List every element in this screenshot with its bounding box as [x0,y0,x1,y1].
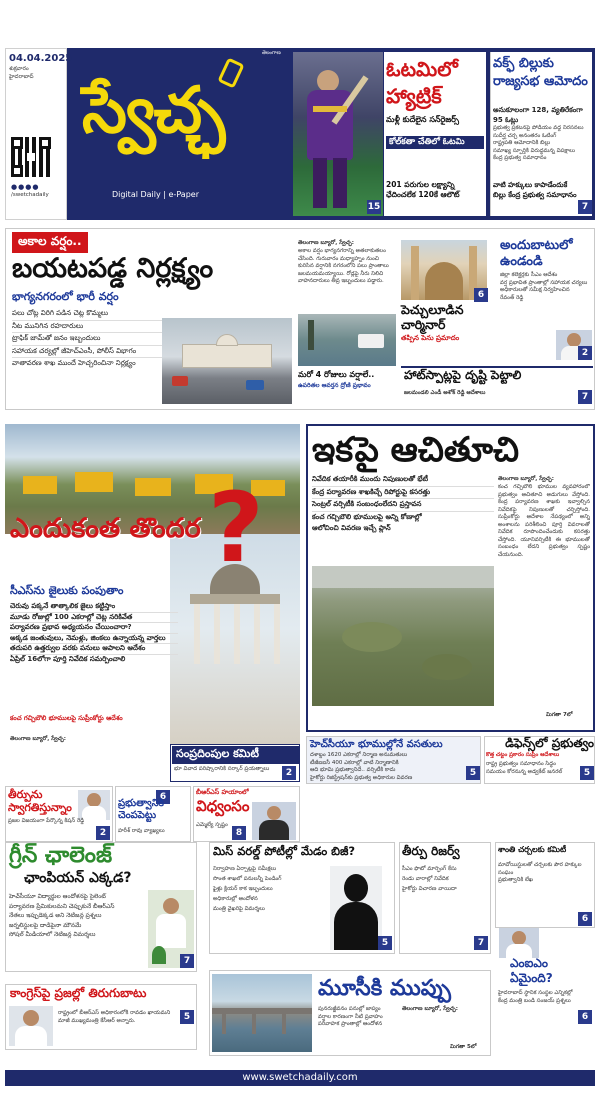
revanth-line: జిల్లా కలెక్టర్లకు సీఎం ఆదేశం [500,272,558,278]
shanti-page-number[interactable]: 6 [578,912,592,926]
shanti-line: ప్రభుత్వానికి లేఖ [498,877,534,883]
green-body [9,892,147,940]
green-line: జర్నలిస్టులపై దాడిపైనా మౌనమే [9,921,82,929]
twitter-icon[interactable]: ● [18,183,26,191]
revanth-line: వర్ష ప్రభావిత ప్రాంతాల్లో సహాయక చర్యలు [500,279,588,286]
dam-photo [212,974,312,1052]
miss-line: మంత్రి వైఖరిపై విమర్శలు [213,906,265,912]
achitoochi-body: కంచ గచ్చిబౌలి భూముల వ్యవహారంలో ప్రభుత్వం ఆచితూచి అడుగులు వేస్తోంది. కేంద్ర పర్యావరణ శాఖకు ఇవ్వాల్సిన నివేదికపై నిపుణులతో చర్చిస్తోంది. సుప్రీంకోర్టు ఆదేశాల నేపథ్యంలో అన్ని అంశాలను పరిశీలించి పూర్తి వివరాలతో నివేదిక రూపొందించేందుకు కసరత్తు చేస్తోంది. యూనివర్సిటీకి ఈ భూములతో సంబంధం లేదని ప్రభుత్వం స్పష్టం చేయనుంది. [498,484,590,558]
achitoochi-line: నివేదిక తయారీకి ముందు నిపుణులతో భేటీ [312,474,494,487]
rain-sub: భాగ్యనగరంలో భారీ వర్షం [12,290,119,303]
logo: స్వేచ్ఛ [82,74,224,148]
waqf-line: సుదీర్ఘ చర్చ అనంతరం ఓటింగ్ [493,132,557,139]
sports-sub2: కోల్‌కతా చేతిలో ఓటమి [386,136,484,149]
waqf-body [493,106,590,163]
mim-line: హైదరాబాద్ స్థానిక సంస్థల ఎన్నికల్లో [498,990,573,996]
vidhvamsam-page-number[interactable]: 8 [232,826,246,840]
revanth-line: రేవంత్ రెడ్డి [500,294,524,301]
green-line: నేతలు ఇప్పుడెక్కడ అని నెటిజన్ల ప్రశ్నలు [9,912,102,919]
question-mark-icon: ? [208,472,264,584]
committee-page-number[interactable]: 2 [282,766,296,780]
kancha-red-line: కంచ గచ్చిబౌలి భూములపై సుప్రీంకోర్టు ఆదేశం [10,714,123,722]
hcu-page-number[interactable]: 5 [466,766,480,780]
hcu-line: దశాబ్దం 1620 ఎకరాల్లో నిర్మాణ అనుమతులు [310,752,408,758]
musi-line: పరీవాహక ప్రాంతాల్లో ఆందోళన [318,1021,383,1027]
kancha-line: అక్కడ జంతువులు, నెమళ్లు, జింకలు ఉన్నాయన్న వార్తలు [10,634,178,645]
charminar-page-number[interactable]: 6 [474,288,488,302]
issue-date: 04.04.2025 [9,53,73,64]
assembly-photo [162,318,292,404]
sports-headline[interactable]: ఓటమిలో హ్యాట్రిక్ [386,57,458,108]
green-headline2[interactable]: ఛాంపియన్ ఎక్కడ? [24,870,132,886]
aerial-photo [312,566,494,706]
musi-byline: తెలంగాణ బ్యూరో, స్వేచ్ఛ: [402,1006,458,1012]
hcu-line: హైకోర్టు రిజిస్ట్రేషన్‌కు ప్రభుత్వ అధికారుల వివరణ [310,774,413,781]
sports-sub3: 201 పరుగుల లక్ష్యాన్ని ఛేదించలేక 120కే ఆలౌట్ [386,180,460,199]
revanth-page-number[interactable]: 2 [578,346,592,360]
achitoochi-byline: తెలంగాణ బ్యూరో, స్వేచ్ఛ: [498,476,554,482]
flooded-road-photo [298,314,396,366]
hcu-headline[interactable]: హెచ్‌సీయూ భూముల్లోనే వసతులు [310,739,443,750]
mim-body [498,990,580,1005]
green-line: పర్యావరణ ప్రేమికులమని చెప్పుకునే బీఆర్ఎస్ [9,902,115,910]
achitoochi-sign: మిగతా 7లో [546,712,573,718]
hcu-line: టీజీఐఐసీ 400 ఎకరాల్లో వాటి నిర్మాణానికి [310,759,399,766]
kancha-body [10,602,178,664]
rain-headline[interactable]: బయటపడ్డ నిర్లక్ష్యం [12,253,214,284]
kancha-line: తదుపరి ఉత్తర్వుల వరకు పనులు ఆపాలని ఆదేశం [10,644,178,655]
green-page-number[interactable]: 7 [180,954,194,968]
kancha-line: చెరువు పక్కనే తాత్కాలిక జైలు కట్టిస్తాం [10,602,178,613]
issue-day: శుక్రవారం [9,66,29,72]
prabhutvam-headline[interactable]: ప్రభుత్వానికి చెంపపెట్టు [118,798,164,821]
silhouette-photo [330,866,382,950]
green-line: హెచ్‌సీయూ విద్యార్థుల ఆందోళనపై సైలెంట్ [9,893,106,900]
facebook-icon[interactable]: ● [11,183,19,191]
defence-line: రాష్ట్ర ప్రభుత్వం సమాధానం సిద్ధం [486,761,556,767]
rain-kicker: అకాల వర్షం.. [12,232,88,253]
vidhvamsam-sub: ఎమ్మెల్యే స్పష్టం [196,822,228,828]
reserve-line: రెండు వారాల్లో నివేదిక [402,876,449,882]
charminar-sub: తప్పిన పెను ప్రమాదం [401,334,460,342]
qr-code[interactable] [11,137,51,177]
defence-headline[interactable]: డిఫెన్స్‌లో ప్రభుత్వం [505,736,594,750]
miss-body [213,864,325,914]
rain-caption: మరో 4 రోజులు వర్షాలే.. [298,370,375,379]
miss-line: నిర్వాహణ ఏర్పాట్లపై సమీక్షలు [213,866,277,872]
waqf-page-number[interactable]: 7 [578,200,592,214]
kancha-line: మూడు రోజుల్లో 100 ఎకరాల్లో చెట్ల నరికివేత [10,613,178,624]
miss-line: ఫైళ్లు క్లియర్ కాక ఇబ్బందులు [213,886,273,892]
musi-sign: మిగతా 5లో [450,1044,477,1050]
musi-headline[interactable]: మూసీకి ముప్పు [318,976,451,1001]
prabhutvam-page-number[interactable]: 6 [156,790,170,804]
defence-body [486,761,578,776]
rain-bullet: పలు చోట్ల విరిగి పడిన చెట్ల కొమ్మలు [12,308,162,321]
prabhutvam-sub: హరీశ్ రావు వ్యాఖ్యలు [118,828,165,834]
kancha-headline[interactable]: ఎందుకంత తొందర [10,513,201,544]
reserve-line: హైకోర్టు విచారణ వాయిదా [402,886,457,892]
kcr-photo [9,1006,53,1046]
congress-body: రాష్ట్రంలో బీఆర్ఎస్ అధికారంలోకి రావడం ఖాయమని మాజీ ముఖ్యమంత్రి కేసీఆర్ అన్నారు. [58,1010,171,1024]
footer-url[interactable]: www.swetchadaily.com [242,1072,358,1083]
reserve-page-number[interactable]: 7 [474,936,488,950]
miss-line: సొంత శాఖలో పనులన్నీ పెండింగ్ [213,876,282,882]
mim-line: కేంద్ర మంత్రి బండి సంజయ్ ప్రశ్నలు [498,997,571,1004]
charminar-headline[interactable]: పెచ్చులూడిన చార్మినార్ [401,302,464,332]
hotspot-headline[interactable]: హాట్‌స్పాట్లపై దృష్టి పెట్టాలి [404,368,522,382]
rain-byline: తెలంగాణ బ్యూరో, స్వేచ్ఛ: [298,240,354,246]
achitoochi-headline[interactable]: ఇకపై ఆచితూచి [312,430,520,470]
shanti-body [498,862,590,885]
rain-bullets [12,308,162,370]
vidhvamsam-kicker: బీఆర్ఎస్ హయాంలో [196,788,249,796]
committee-headline[interactable]: సంప్రదింపుల కమిటీ [172,746,300,764]
mim-headline[interactable]: ఎంఐఎం ఏమైంది? [510,956,553,985]
instagram-icon[interactable]: ● [25,183,33,191]
rain-bullet: వాతావరణ శాఖ ముందే హెచ్చరించినా నిర్లక్ష్యం [12,359,136,367]
social-icons [11,183,66,191]
revanth-line: అధికారులతో సమీక్ష నిర్వహించిన [500,287,570,293]
congress-headline[interactable]: కాంగ్రెస్‌పై ప్రజల్లో తిరుగుబాటు [10,986,147,1000]
waqf-line: ప్రభుత్వ ప్రకటనపై పోడియం వద్ద నిరసనలు [493,125,584,131]
hcu-line: ఆది భూమి ప్రభుత్వానిదే.. వర్సిటీకి కాదు [310,767,396,773]
reserve-body [402,864,486,894]
achitoochi-line: ఆలోచించి వివరణ ఇచ్చే ప్లాన్ [312,524,391,532]
kishan-reddy-photo [78,790,110,820]
masthead-left [5,48,73,220]
sports-sub1: మళ్లీ కుదేలైన సన్‌రైజర్స్ [386,115,459,124]
rain-bullet: నీట మునిగిన రహదారులు [12,321,162,334]
teerpu-sub: ప్రజల విజయంగా పేర్కొన్న కిషన్ రెడ్డి [8,818,85,824]
musi-line: వర్షాల కారణంగా నీటి ప్రవాహం [318,1013,383,1020]
issue-city: హైదరాబాద్ [9,73,34,80]
youtube-icon[interactable]: ● [32,183,40,191]
sports-page-number[interactable]: 15 [367,202,381,212]
shanti-line: మావోయిస్టులతో చర్చలకు పౌర హక్కుల సంఘం [498,862,582,876]
revanth-body [500,272,590,302]
achitoochi-line: కంచ గచ్చిబౌలి భూములపై అన్ని కోణాల్లో [312,512,422,521]
mla-photo [252,802,296,840]
miss-line: అధికారుల్లో ఆందోళన [213,896,258,902]
shanti-headline[interactable]: శాంతి చర్చలకు కమిటీ [498,845,567,854]
waqf-headline[interactable]: వక్ఫ్ బిల్లుకు రాజ్యసభ ఆమోదం [493,56,588,89]
waqf-bold-line: వాటి హక్కులు కాపాడేందుకే బిల్లు కేంద్ర ప్రభుత్వ సమాధానం [493,181,577,199]
miss-headline[interactable]: మిస్ వరల్డ్ పోటీల్లో మేడం బిజీ? [213,844,356,858]
rain-bullet: ట్రాఫిక్ జామ్‌తో జనం ఇబ్బందులు [12,333,162,346]
bandi-photo [499,928,539,958]
rain-bullet: సహాయక చర్యల్లో జీహెచ్ఎంసీ, పోలీస్ విభాగం [12,346,162,359]
musi-line: పునరుజ్జీవనం పనుల్లో జాప్యం [318,1006,381,1012]
waqf-line: కేంద్ర ప్రభుత్వ సమాధానం [493,155,547,161]
defence-sub: కొత్త చట్టం ప్రకారం సుప్రీం ఆదేశాలు [486,752,560,758]
hcu-body [310,752,468,782]
teerpu-headline[interactable]: తీర్పును స్వాగతిస్తున్నాం [8,788,72,814]
achitoochi-line: కేంద్ర పర్యావరణ శాఖకిచ్చే రిపోర్టుపై కసరత్తు [312,487,494,500]
reserve-line: సీఎం ఫొటో మార్ఫింగ్ కేసు [402,866,457,872]
waqf-line: సమాఖ్య స్ఫూర్తికి విరుద్ధమన్న విపక్షాలు [493,147,575,154]
musi-body [318,1006,398,1029]
rain-caption-sub: ఉపరితల ఆవర్తన ద్రోణి ప్రభావం [298,382,371,389]
waqf-line: అనుకూలంగా 128, వ్యతిరేకంగా 95 ఓట్లు [493,106,583,124]
mim-page-number[interactable]: 6 [578,1010,592,1024]
kancha-line: ఏప్రిల్ 16లోగా పూర్తి నివేదిక సమర్పించాలి [10,654,126,663]
hotspot-sub: జలమండలి ఎండీ అశోక్ రెడ్డి ఆదేశాలు [404,390,486,396]
cricketer-photo [293,52,383,216]
rain-body: అకాల వర్షం భాగ్యనగరాన్ని అతలాకుతలం చేసింది. గురువారం మధ్యాహ్నం నుంచి కురిసిన వర్షానికి నగరంలోని పలు ప్రాంతాలు జలమయమయ్యాయి. రోడ్లపై నీరు నిలిచి వాహనదారులు తీవ్ర ఇబ్బందులు పడ్డారు. [298,248,389,284]
committee-sub: భూ వివాద పరిష్కారానికి సర్కార్ ప్రయత్నాలు [174,766,270,772]
social-handle: /swetchadaily [11,192,49,198]
congress-page-number[interactable]: 5 [180,1010,194,1024]
defence-line: సమయం కోరనున్న అడ్వకేట్ జనరల్ [486,768,563,775]
defence-page-number[interactable]: 5 [580,766,594,780]
kancha-byline: తెలంగాణ బ్యూరో, స్వేచ్ఛ: [10,736,66,742]
kancha-line: పర్యావరణ ప్రభావ అధ్యయనం చేయించారా? [10,623,178,634]
miss-page-number[interactable]: 5 [378,936,392,950]
green-line: సోషల్ మీడియాలో నెటిజన్ల విమర్శలు [9,931,96,938]
tagline: Digital Daily | e-Paper [112,190,199,199]
achitoochi-line: సెంట్రల్ వర్సిటీకి సంబంధంలేదని ప్రస్తావన [312,499,494,512]
hotspot-page-number[interactable]: 7 [578,390,592,404]
revanth-headline[interactable]: అందుబాటులో ఉండండి [500,238,573,269]
achitoochi-lines [312,474,494,535]
top-label: తెలంగాణ [262,50,281,56]
reserve-headline[interactable]: తీర్పు రిజర్వ్ [402,844,460,858]
waqf-line: రాష్ట్రపతి ఆమోదానికి బిల్లు [493,140,551,146]
vidhvamsam-headline[interactable]: విధ్వంసం [196,797,250,815]
green-headline[interactable]: గ్రీన్ ఛాలెంజ్ [9,843,113,868]
teerpu-page-number[interactable]: 2 [96,826,110,840]
kancha-sub: సీఎస్‌ను జైలుకు పంపుతాం [10,584,124,597]
